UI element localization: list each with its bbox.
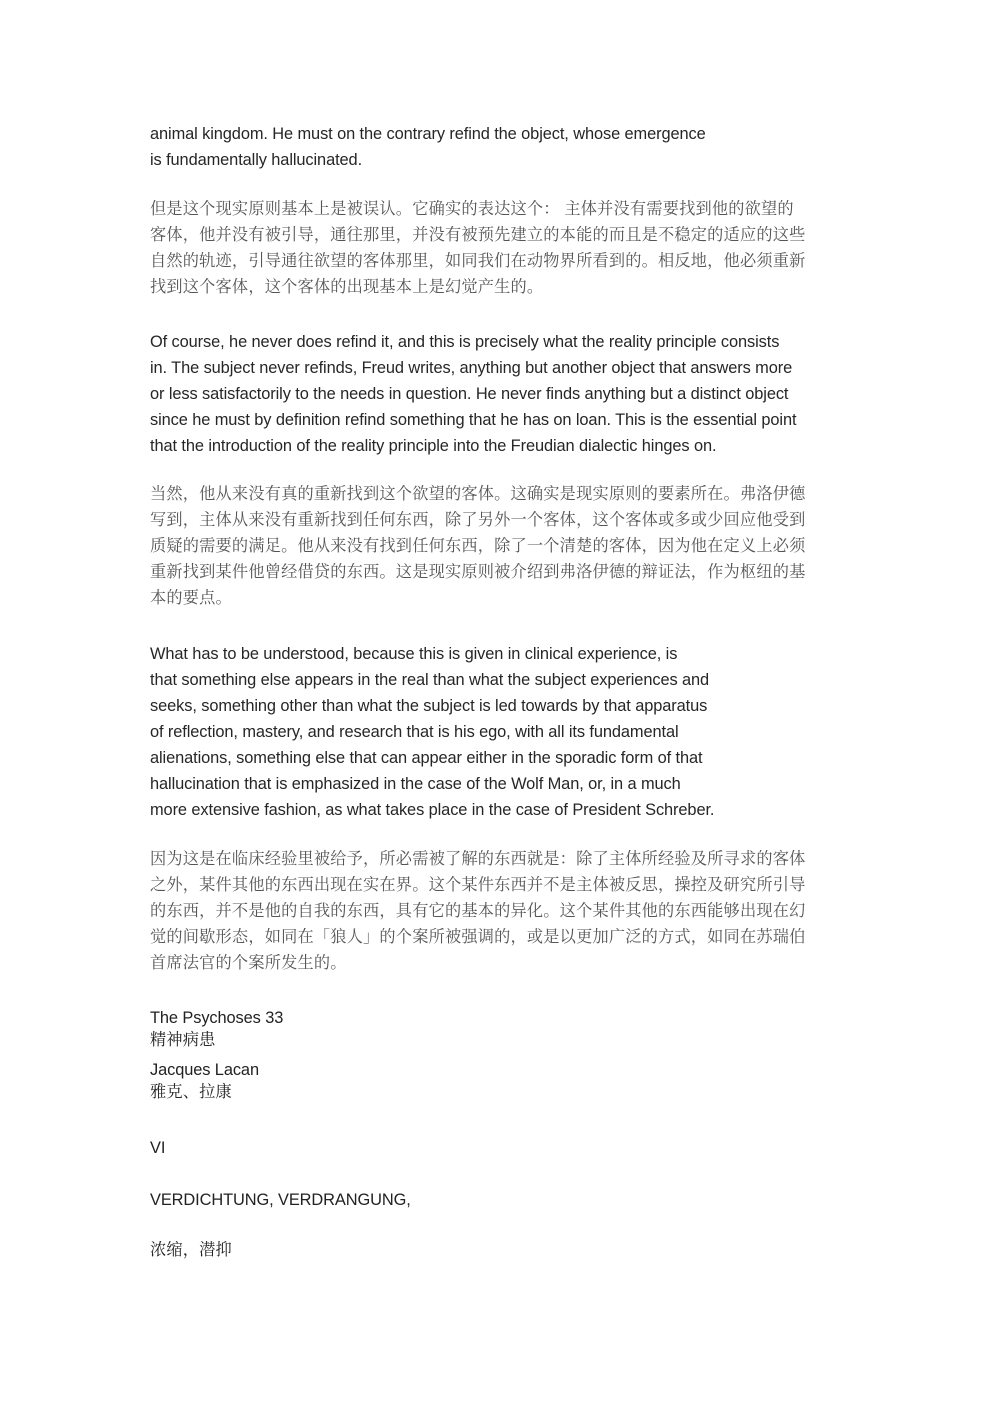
paragraph-zh-1-line-1: 但是这个现实原则基本上是被误认。它确实的表达这个： 主体并没有需要找到他的欲望的 xyxy=(150,200,794,218)
paragraph-zh-2-line-3: 质疑的需要的满足。他从来没有找到任何东西，除了一个清楚的客体，因为他在定义上必须 xyxy=(150,537,806,555)
paragraph-en-2-line-3: or less satisfactorily to the needs in question. He never finds anything but a distinct object xyxy=(150,385,789,403)
paragraph-zh-1-line-3: 自然的轨迹，引导通往欲望的客体那里，如同我们在动物界所看到的。相反地，他必须重新 xyxy=(150,252,806,270)
author-zh: 雅克、拉康 xyxy=(150,1083,232,1101)
paragraph-en-2-line-5: that the introduction of the reality principle into the Freudian dialectic hinges on. xyxy=(150,437,717,455)
book-title-zh: 精神病患 xyxy=(150,1031,216,1049)
chapter-title-en: VERDICHTUNG, VERDRANGUNG, xyxy=(150,1191,411,1209)
paragraph-en-1-line-2: is fundamentally hallucinated. xyxy=(150,151,363,169)
paragraph-en-3-line-5: alienations, something else that can appear either in the sporadic form of that xyxy=(150,749,703,767)
paragraph-zh-2-line-1: 当然，他从来没有真的重新找到这个欲望的客体。这确实是现实原则的要素所在。弗洛伊德 xyxy=(150,485,806,503)
paragraph-zh-3-line-3: 的东西，并不是他的自我的东西，具有它的基本的异化。这个某件其他的东西能够出现在幻 xyxy=(150,902,806,920)
paragraph-en-3-line-1: What has to be understood, because this is given in clinical experience, is xyxy=(150,645,678,663)
chapter-number: VI xyxy=(150,1139,166,1157)
paragraph-zh-1-line-2: 客体，他并没有被引导，通往那里，并没有被预先建立的本能的而且是不稳定的适应的这些 xyxy=(150,226,806,244)
book-title-en: The Psychoses 33 xyxy=(150,1009,284,1027)
paragraph-zh-1-line-4: 找到这个客体，这个客体的出现基本上是幻觉产生的。 xyxy=(150,278,544,296)
paragraph-zh-3-line-2: 之外，某件其他的东西出现在实在界。这个某件东西并不是主体被反思，操控及研究所引导 xyxy=(150,876,806,894)
paragraph-en-2-line-2: in. The subject never refinds, Freud writes, anything but another object that answers more xyxy=(150,359,793,377)
paragraph-zh-2-line-4: 重新找到某件他曾经借贷的东西。这是现实原则被介绍到弗洛伊德的辩证法，作为枢纽的基 xyxy=(150,563,806,581)
paragraph-en-3-line-3: seeks, something other than what the subject is led towards by that apparatus xyxy=(150,697,708,715)
paragraph-en-2-line-4: since he must by definition refind something that he has on loan. This is the essential point xyxy=(150,411,797,429)
paragraph-en-2-line-1: Of course, he never does refind it, and this is precisely what the reality principle consists xyxy=(150,333,780,351)
paragraph-zh-3-line-5: 首席法官的个案所发生的。 xyxy=(150,954,347,972)
paragraph-en-3-line-2: that something else appears in the real than what the subject experiences and xyxy=(150,671,710,689)
chapter-title-zh: 浓缩，潜抑 xyxy=(150,1241,232,1259)
paragraph-zh-2-line-5: 本的要点。 xyxy=(150,589,232,607)
paragraph-zh-3-line-1: 因为这是在临床经验里被给予，所必需被了解的东西就是：除了主体所经验及所寻求的客体 xyxy=(150,850,806,868)
paragraph-en-3-line-7: more extensive fashion, as what takes place in the case of President Schreber. xyxy=(150,801,715,819)
paragraph-zh-2-line-2: 写到，主体从来没有重新找到任何东西，除了另外一个客体，这个客体或多或少回应他受到 xyxy=(150,511,806,529)
paragraph-en-3-line-4: of reflection, mastery, and research that is his ego, with all its fundamental xyxy=(150,723,679,741)
paragraph-zh-3-line-4: 觉的间歇形态，如同在「狼人」的个案所被强调的，或是以更加广泛的方式，如同在苏瑞伯 xyxy=(150,928,806,946)
paragraph-en-3-line-6: hallucination that is emphasized in the case of the Wolf Man, or, in a much xyxy=(150,775,681,793)
author-en: Jacques Lacan xyxy=(150,1061,259,1079)
paragraph-en-1-line-1: animal kingdom. He must on the contrary refind the object, whose emergence xyxy=(150,125,706,143)
